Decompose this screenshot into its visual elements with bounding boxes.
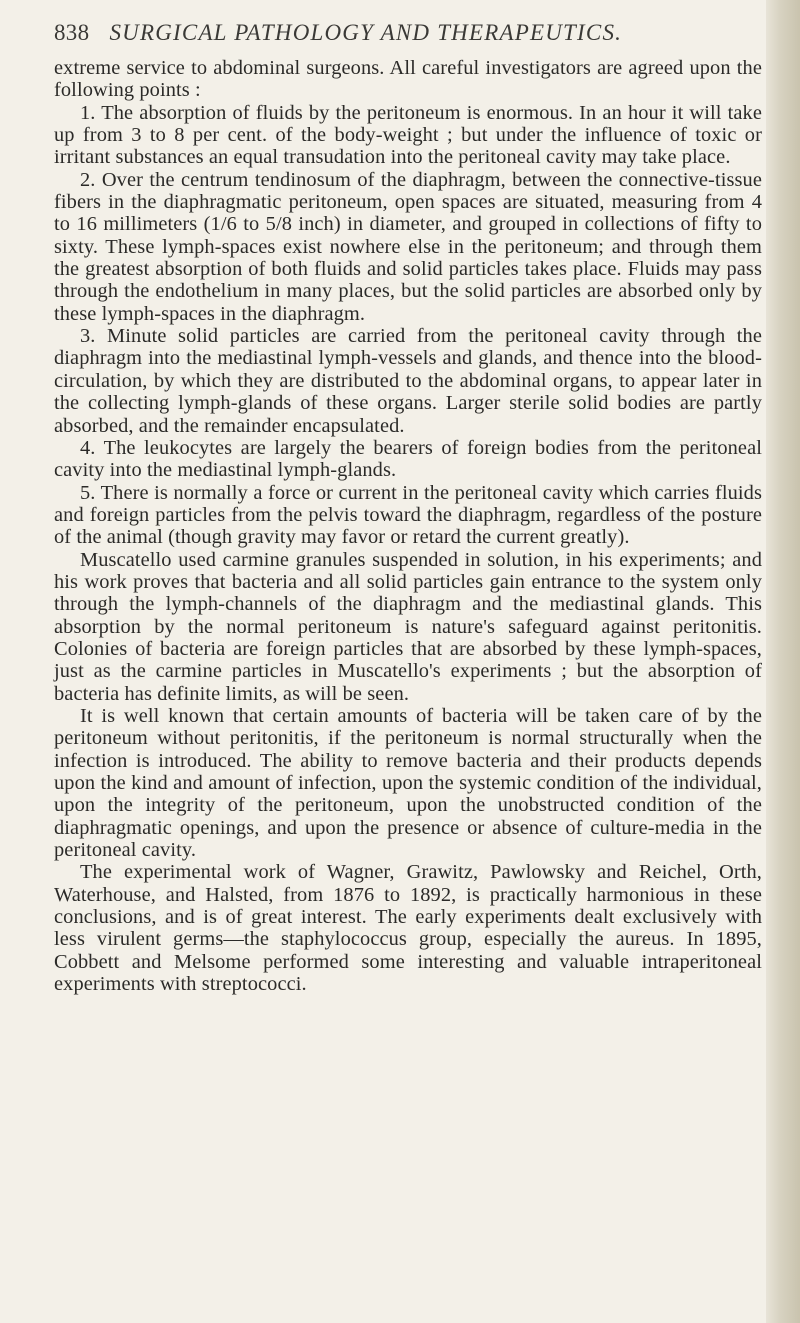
page-number: 838 [54,20,90,45]
paragraph-point-1: 1. The absorption of fluids by the peritoneum is enormous. In an hour it will take up from 3 to 8 per cent. of the body-weight ; but under the influence of toxic or irritant substances an equal transudation into the peritoneal cavity may take place. [54,101,762,169]
paragraph-continuation: extreme service to abdominal surgeons. All careful investigators are agreed upon the following points : [54,57,762,102]
paragraph-bacteria-removal: It is well known that certain amounts of bacteria will be taken care of by the peritoneum without peritonitis, if the peritoneum is normal structurally when the infection is introduced. The ability to remove bacteria and their products depends upon the kind and amount of infection, upon the systemic condition of the individual, upon the integrity of the peritoneum, upon the unobstructed condition of the diaphragmatic openings, and upon the presence or absence of culture-media in the peritoneal cavity. [54,704,762,862]
paragraph-point-4: 4. The leukocytes are largely the bearers of foreign bodies from the peritoneal cavity into the mediastinal lymph-glands. [54,436,762,482]
running-title: SURGICAL PATHOLOGY AND THERAPEUTICS. [109,20,623,45]
page-edge-shadow [766,0,800,1323]
body-text [54,57,762,995]
paragraph-point-5: 5. There is normally a force or current in the peritoneal cavity which carries fluids and foreign particles from the pelvis toward the diaphragm, regardless of the posture of the animal (though gravity may favor or retard the current greatly). [54,481,762,549]
paragraph-muscatello: Muscatello used carmine granules suspended in solution, in his experiments; and his work proves that bacteria and all solid particles gain entrance to the system only through the lymph-channels of the diaphragm and the mediastinal glands. This absorption by the normal peritoneum is nature's safeguard against peritonitis. Colonies of bacteria are foreign particles that are absorbed by these lymph-spaces, just as the carmine particles in Muscatello's experiments ; but the absorption of bacteria has definite limits, as will be seen. [54,548,762,705]
running-header [54,20,754,46]
paragraph-experimental-work: The experimental work of Wagner, Grawitz, Pawlowsky and Reichel, Orth, Waterhouse, and Halsted, from 1876 to 1892, is practically harmonious in these conclusions, and is of great interest. The early experiments dealt exclusively with less virulent germs—the staphylococcus group, especially the aureus. In 1895, Cobbett and Melsome performed some interesting and valuable intraperitoneal experiments with streptococci. [54,861,762,996]
paragraph-point-3: 3. Minute solid particles are carried from the peritoneal cavity through the diaphragm into the mediastinal lymph-vessels and glands, and thence into the blood-circulation, by which they are distributed to the abdominal organs, to appear later in the collecting lymph-glands of these organs. Larger sterile solid bodies are partly absorbed, and the remainder encapsulated. [54,325,762,437]
paragraph-point-2: 2. Over the centrum tendinosum of the diaphragm, between the connective-tissue fibers in the diaphragmatic peritoneum, open spaces are situated, measuring from 4 to 16 millimeters (1/6 to 5/8 inch) in diameter, and grouped in collections of fifty to sixty. These lymph-spaces exist nowhere else in the peritoneum; and through them the greatest absorption of both fluids and solid particles takes place. Fluids may pass through the endothelium in many places, but the solid particles are absorbed only by these lymph-spaces in the diaphragm. [54,168,762,325]
